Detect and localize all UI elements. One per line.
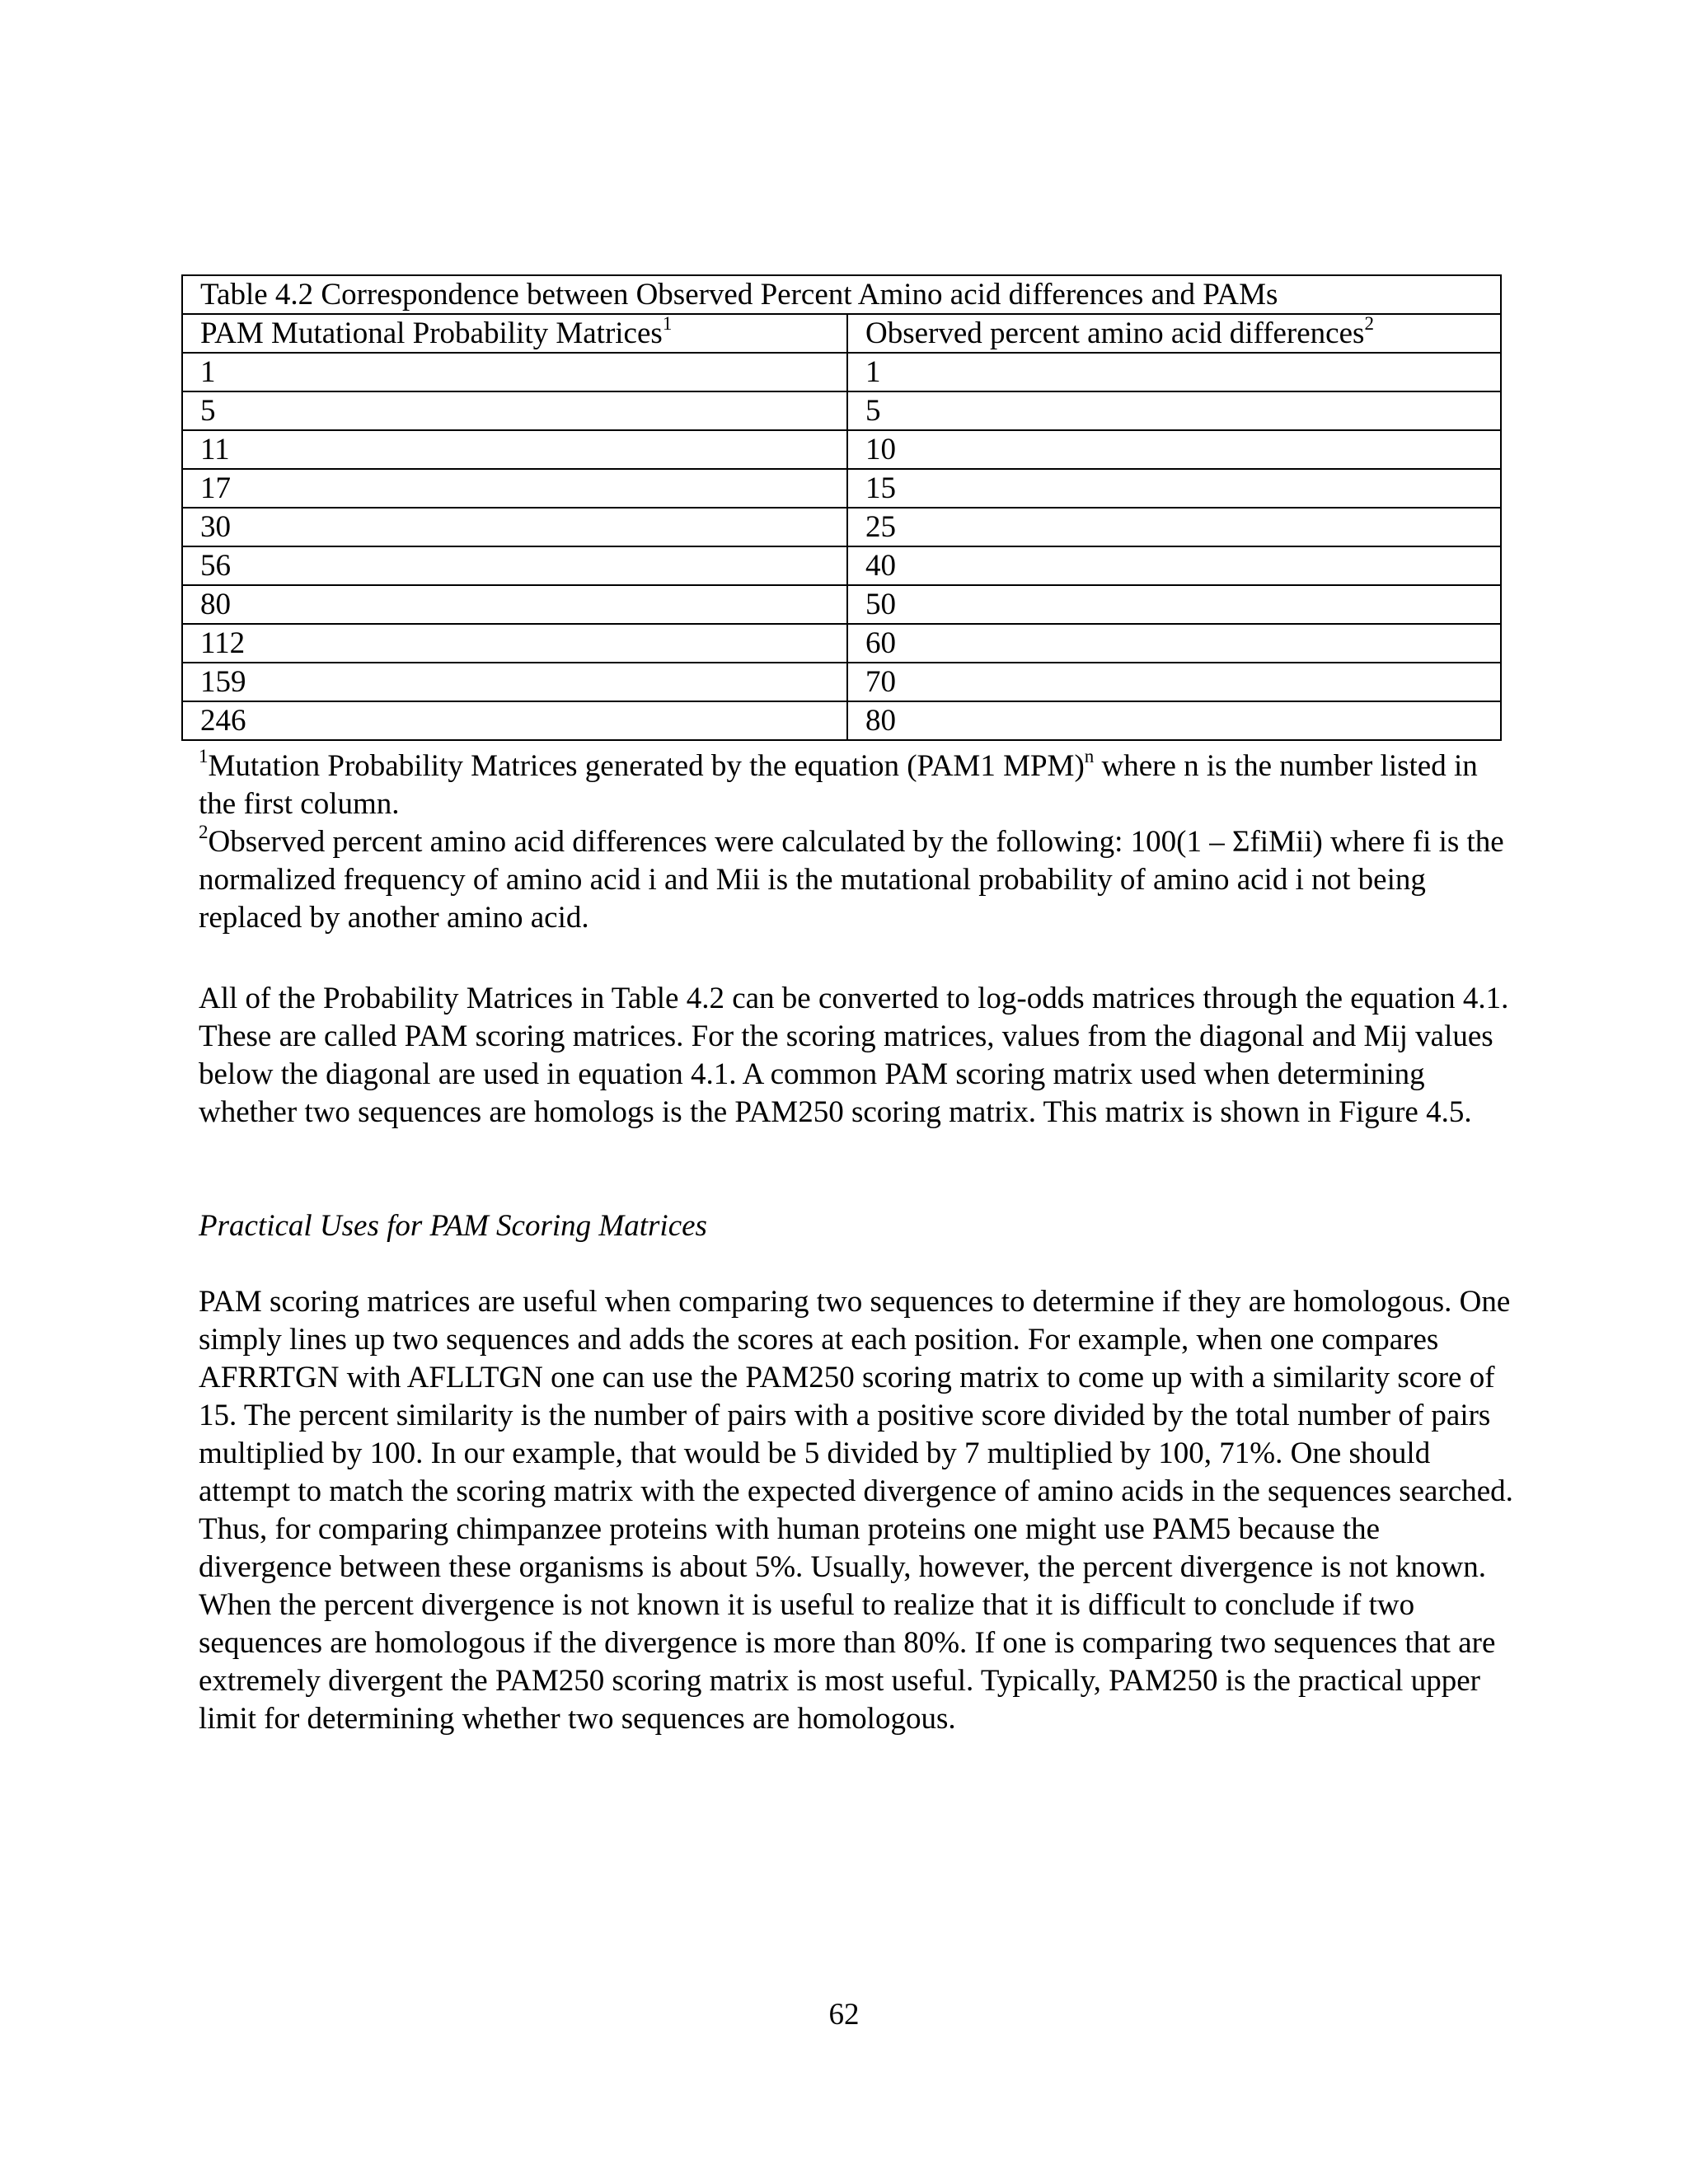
table-row: [182, 508, 1501, 546]
table-cell-diff: 5: [847, 391, 1501, 430]
table-cell-pam: 80: [182, 585, 847, 624]
table-cell-pam: 112: [182, 624, 847, 663]
footnote-1-marker: 1: [199, 746, 209, 766]
table-row: [182, 353, 1501, 391]
table-cell-diff: 80: [847, 701, 1501, 740]
table-row: [182, 663, 1501, 701]
table-header-pam-label: PAM Mutational Probability Matrices: [200, 316, 663, 350]
table-row: [182, 391, 1501, 430]
table-header-diff-label: Observed percent amino acid differences: [865, 316, 1365, 350]
table-cell-pam: 1: [182, 353, 847, 391]
table-row: [182, 546, 1501, 585]
table-cell-diff: 1: [847, 353, 1501, 391]
footnote-2: [199, 823, 1517, 937]
pam-correspondence-table: [181, 274, 1502, 741]
table-footnotes: [199, 748, 1517, 937]
table-cell-diff: 15: [847, 469, 1501, 508]
table-caption-row: [182, 275, 1501, 314]
table-header-diff: [847, 314, 1501, 353]
table-header-row: [182, 314, 1501, 353]
table-cell-pam: 56: [182, 546, 847, 585]
table-cell-pam: 30: [182, 508, 847, 546]
table-cell-pam: 17: [182, 469, 847, 508]
table-row: [182, 701, 1501, 740]
table-cell-pam: 246: [182, 701, 847, 740]
footnote-ref-1: 1: [662, 313, 673, 334]
paragraph-1-text: All of the Probability Matrices in Table 4.2 can be converted to log-odds matrices through the equation 4.1. These are called PAM scoring matrices. For the scoring matrices, values from the diagonal and Mij values below the diagonal are used in equation 4.1. A common PAM scoring matrix used when determining whether two sequences are homologs is the PAM250 scoring matrix. This matrix is shown in Figure 4.5.: [199, 982, 1509, 1129]
footnote-1-text-a: Mutation Probability Matrices generated by the equation (PAM1 MPM): [208, 749, 1085, 783]
footnote-2-marker: 2: [199, 822, 209, 842]
table-header-pam: [182, 314, 847, 353]
table-cell-pam: 11: [182, 430, 847, 469]
table-cell-diff: 25: [847, 508, 1501, 546]
body-paragraph-1: [199, 980, 1517, 1132]
section-heading-text: Practical Uses for PAM Scoring Matrices: [199, 1209, 707, 1243]
footnote-ref-2: 2: [1364, 313, 1374, 334]
table-cell-pam: 5: [182, 391, 847, 430]
table-cell-diff: 50: [847, 585, 1501, 624]
table-cell-diff: 40: [847, 546, 1501, 585]
table-cell-diff: 60: [847, 624, 1501, 663]
table-row: [182, 469, 1501, 508]
table-row: [182, 624, 1501, 663]
footnote-1-exponent: n: [1084, 746, 1095, 766]
paragraph-2-text: PAM scoring matrices are useful when comparing two sequences to determine if they are homologous. One simply lines up two sequences and adds the scores at each position. For example, when one compares AFRRTGN with AFLLTGN one can use the PAM250 scoring matrix to come up with a similarity score of 15. The percent similarity is the number of pairs with a positive score divided by the total number of pairs multiplied by 100. In our example, that would be 5 divided by 7 multiplied by 100, 71%. One should attempt to match the scoring matrix with the expected divergence of amino acids in the sequences searched. Thus, for comparing chimpanzee proteins with human proteins one might use PAM5 because the divergence between these organisms is about 5%. Usually, however, the percent divergence is not known. When the percent divergence is not known it is useful to realize that it is difficult to conclude if two sequences are homologous if the divergence is more than 80%. If one is comparing two sequences that are extremely divergent the PAM250 scoring matrix is most useful. Typically, PAM250 is the practical upper limit for determining whether two sequences are homologous.: [199, 1285, 1513, 1736]
footnote-1-text-b: where n is the number listed in the first column.: [199, 749, 1478, 821]
section-heading: [199, 1207, 1517, 1245]
table-cell-diff: 10: [847, 430, 1501, 469]
table-caption: Table 4.2 Correspondence between Observed Percent Amino acid differences and PAMs: [182, 275, 1501, 314]
page-number: 62: [828, 1998, 860, 2032]
table-cell-pam: 159: [182, 663, 847, 701]
table-row: [182, 430, 1501, 469]
body-paragraph-2: [199, 1283, 1517, 1738]
table-row: [182, 585, 1501, 624]
footnote-2-text: Observed percent amino acid differences were calculated by the following: 100(1 – ΣfiMii) where fi is the normalized frequency of amino acid i and Mii is the mutational probability of amino acid i not being replaced by another amino acid.: [199, 825, 1504, 935]
footnote-1: [199, 748, 1517, 823]
table-cell-diff: 70: [847, 663, 1501, 701]
